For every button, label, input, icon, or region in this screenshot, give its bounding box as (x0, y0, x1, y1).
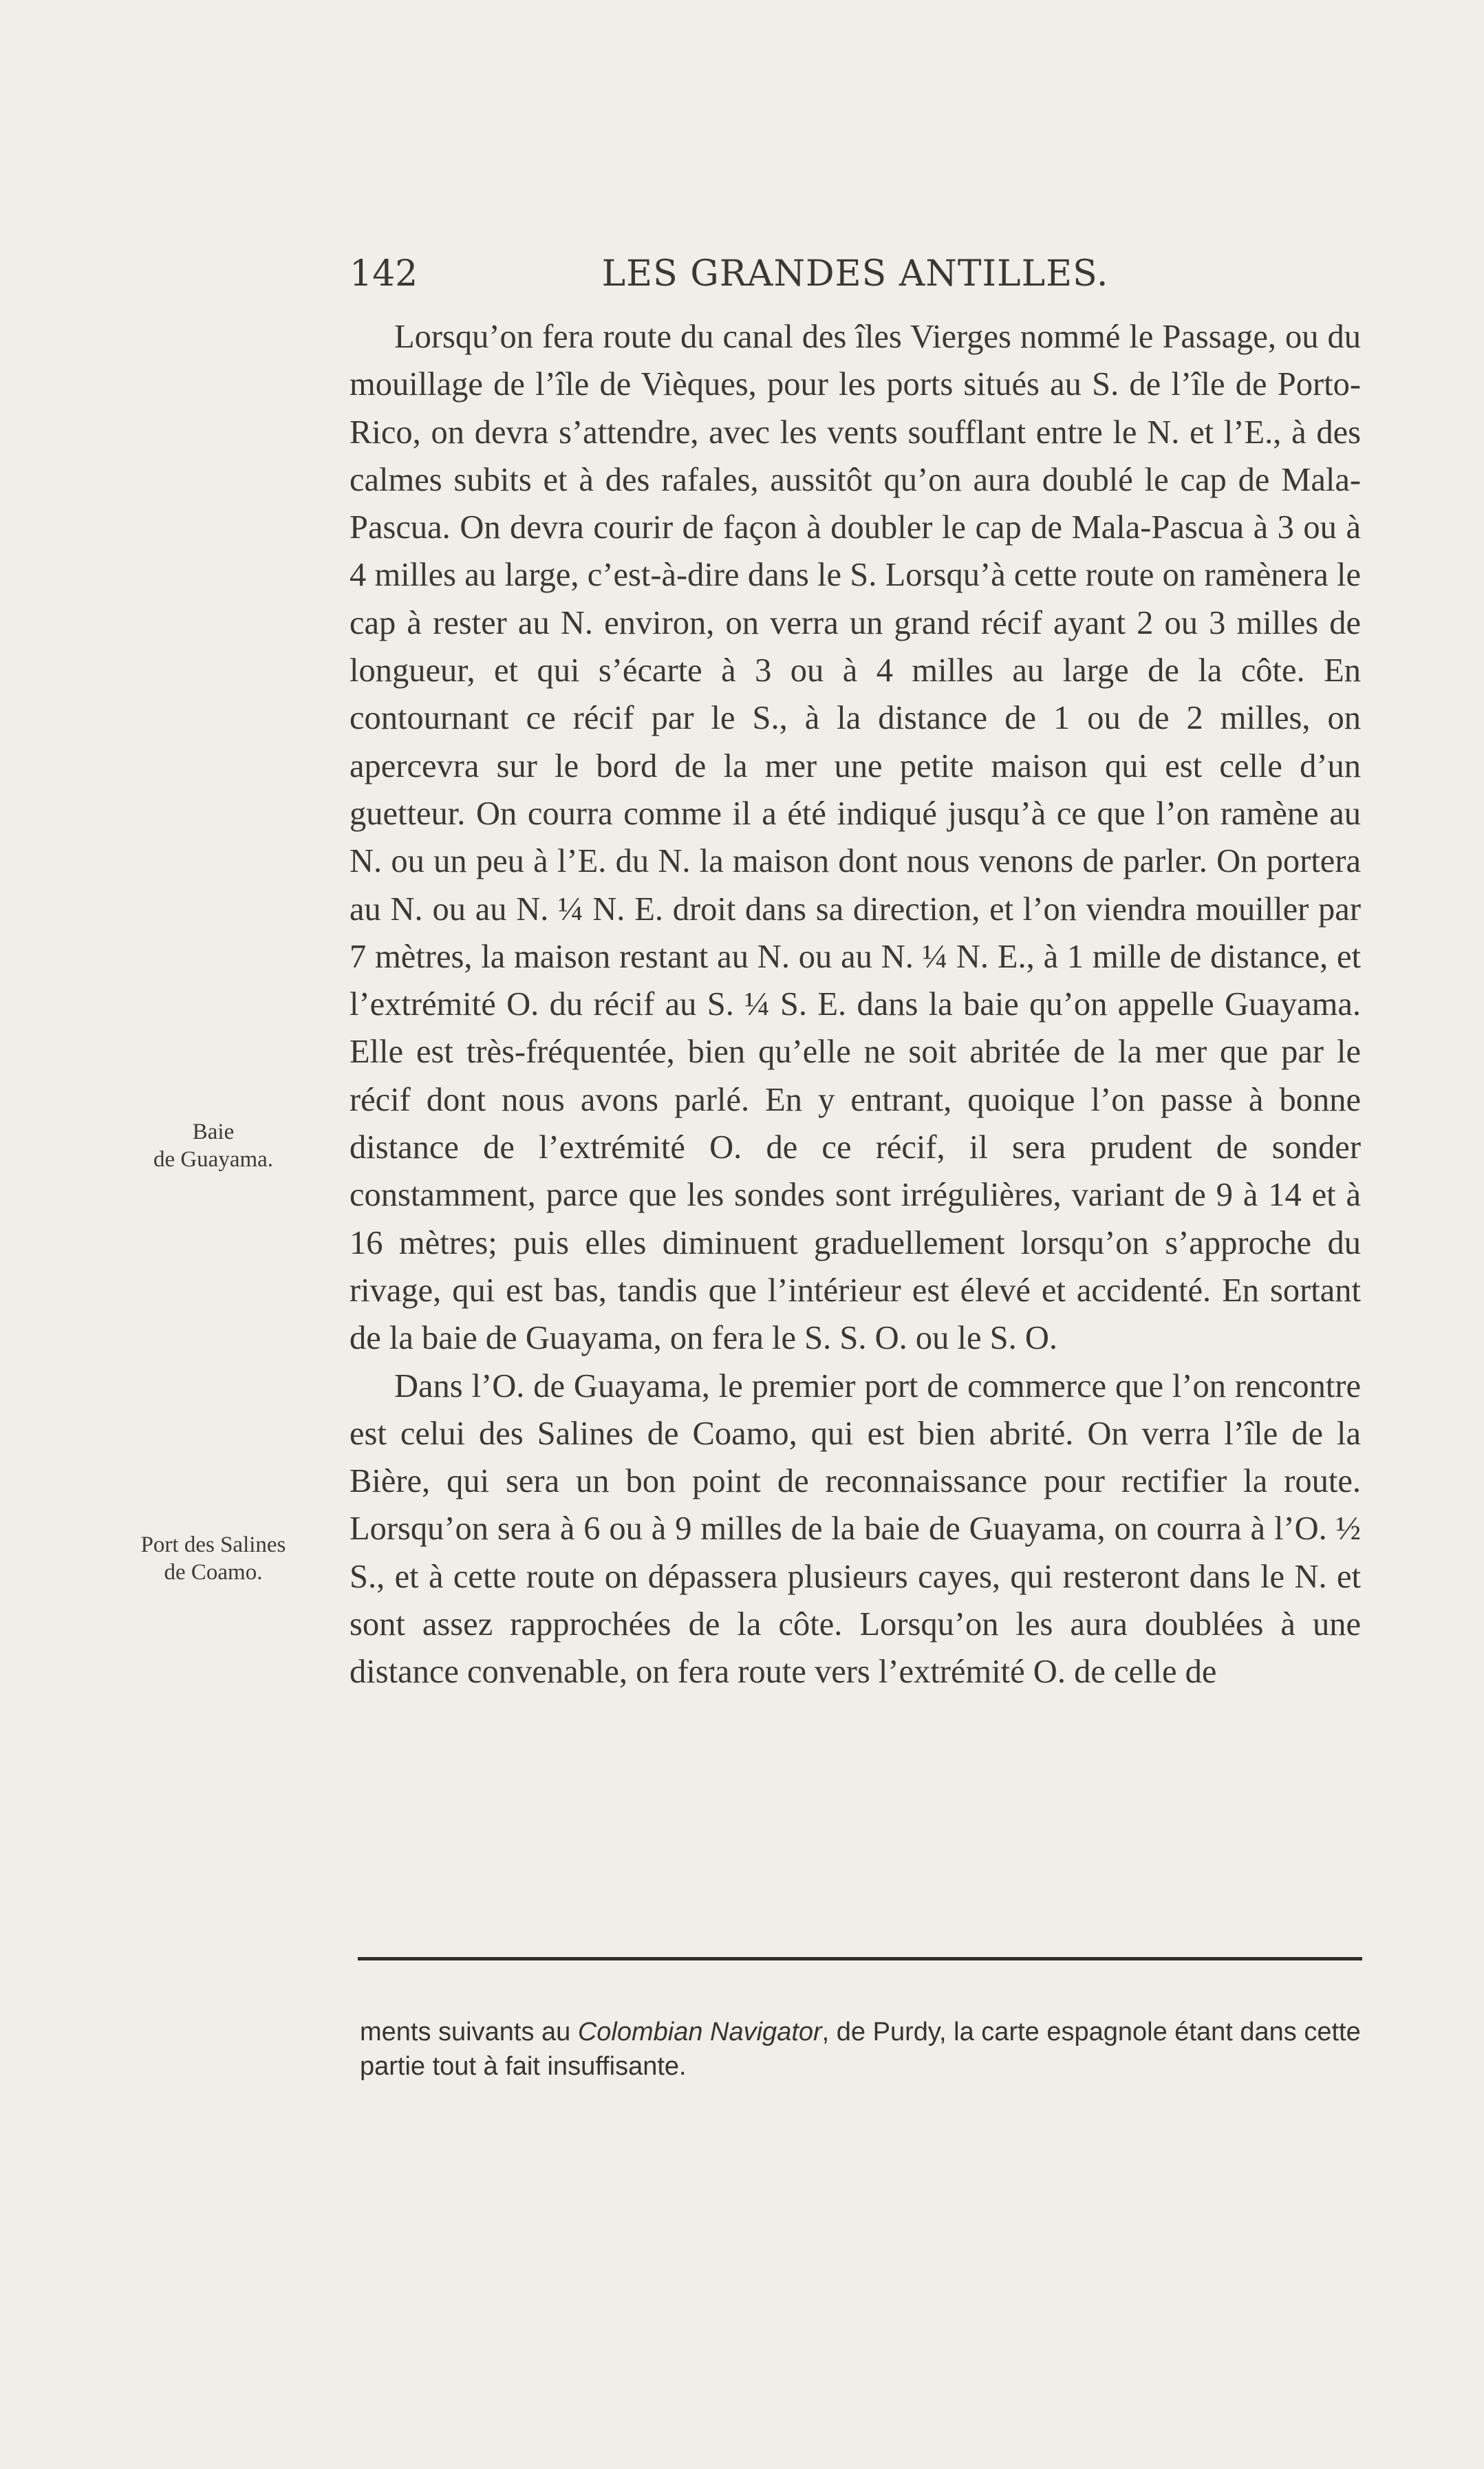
margin-note-baie-de-guayama (103, 1118, 323, 1173)
margin-note-line: Baie (192, 1120, 235, 1144)
footnote-text: , de Purdy, la carte espagnole étant dans cette partie tout à fait insuffisante. (360, 2018, 1361, 2081)
running-title: LES GRANDES ANTILLES. (601, 253, 1109, 295)
footnote-text: ments suivants au (360, 2018, 578, 2046)
margin-note-port-des-salines (103, 1531, 323, 1586)
footnote-italic-title: Colombian Navigator (577, 2018, 822, 2046)
body-paragraph: Dans l’O. de Guayama, le premier port de commerce que l’on rencontre est celui des Salines de Coamo, qui est bien abrité. On verra l’île de la Bière, qui sera un bon point de reconnaissance pour rectifier la route. Lorsqu’on sera à 6 ou à 9 milles de la baie de Guayama, on courra à l’O. ½ S., et à cette route on dépassera plusieurs cayes, qui resteront dans le N. et sont assez rapprochées de la côte. Lorsqu’on les aura doublées à une distance convenable, on fera route vers l’extrémité O. de celle de (350, 1367, 1361, 1691)
body-paragraph: Lorsqu’on fera route du canal des îles Vierges nommé le Passage, ou du mouillage de l’île de Vièques, pour les ports situés au S. de l’île de Porto-Rico, on devra s’attendre, avec les vents soufflant entre le N. et l’E., à des calmes subits et à des rafales, aussitôt qu’on aura doublé le cap de Mala-Pascua. On devra courir de façon à doubler le cap de Mala-Pascua à 3 ou à 4 milles au large, c’est-à-dire dans le S. Lorsqu’à cette route on ramènera le cap à rester au N. environ, on verra un grand récif ayant 2 ou 3 milles de longueur, et qui s’écarte à 3 ou à 4 milles au large de la côte. En contournant ce récif par le S., à la distance de 1 ou de 2 milles, on apercevra sur le bord de la mer une petite maison qui est celle d’un guetteur. On courra comme il a été indiqué jusqu’à ce que l’on ramène au N. ou un peu à l’E. du N. la maison dont nous venons de parler. On portera au N. ou au N. ¼ N. E. droit dans sa direction, et l’on viendra mouiller par 7 mètres, la maison restant au N. ou au N. ¼ N. E., à 1 mille de distance, et l’extrémité O. du récif au S. ¼ S. E. dans la baie qu’on appelle Guayama. Elle est très-fréquentée, bien qu’elle ne soit abritée de la mer que par le récif dont nous avons parlé. En y entrant, quoique l’on passe à bonne distance de l’extrémité O. de ce récif, il sera prudent de sonder constamment, parce que les sondes sont irrégulières, variant de 9 à 14 et à 16 mètres; puis elles diminuent graduellement lorsqu’on s’approche du rivage, qui est bas, tandis que l’intérieur est élevé et accidenté. En sortant de la baie de Guayama, on fera le S. S. O. ou le S. O. (350, 319, 1361, 1357)
body-text (350, 313, 1361, 1696)
margin-note-line: de Coamo. (164, 1560, 263, 1585)
margin-note-line: Port des Salines (140, 1532, 286, 1557)
margin-note-line: de Guayama. (153, 1147, 274, 1172)
footnote (360, 2015, 1361, 2084)
page-number: 142 (350, 253, 418, 295)
running-header (350, 253, 1361, 308)
footnote-rule (358, 1957, 1362, 1960)
